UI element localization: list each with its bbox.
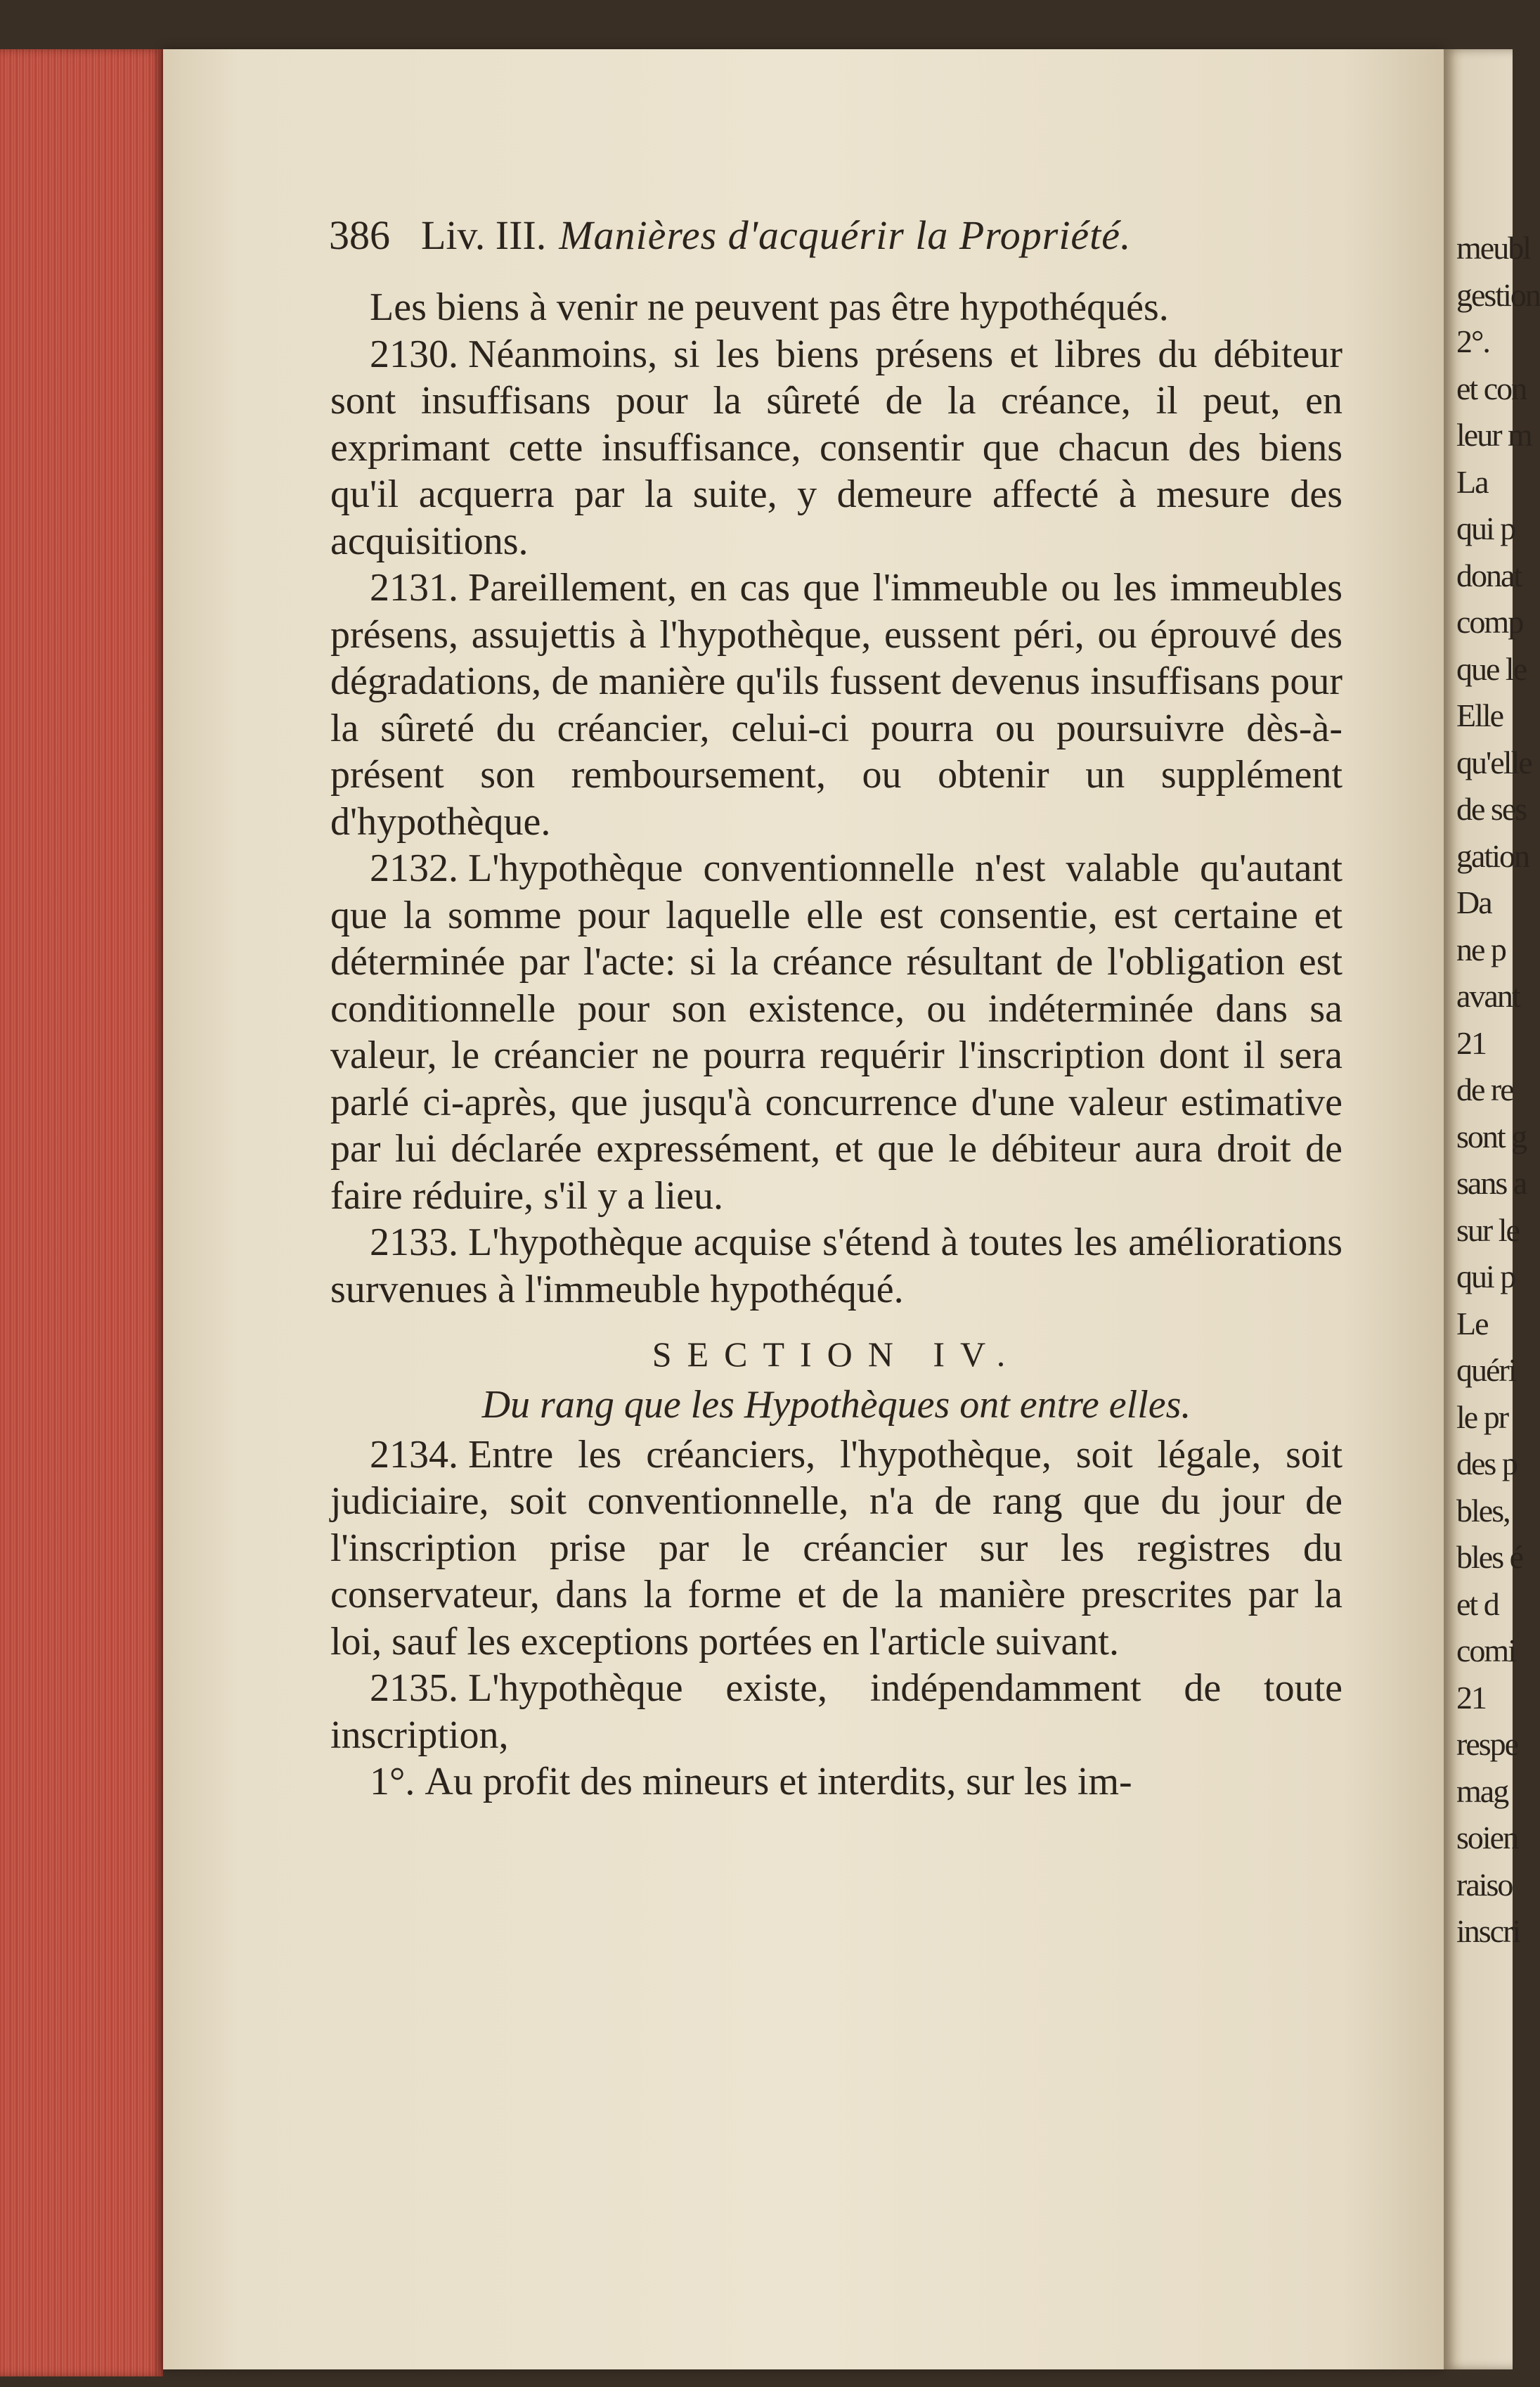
article-number: 2130.: [370, 332, 458, 376]
facing-page-line: raiso: [1456, 1866, 1513, 1903]
article-text: Néanmoins, si les biens présens et libres du débiteur sont insuffisans pour la sûreté de la créance, il peut, en exprimant cette insuffisance, consentir que chacun des biens qu'il acquerra par la suite, y demeure affecté à mesure des acquisitions.: [330, 332, 1342, 563]
facing-page-line: quéri: [1456, 1352, 1516, 1388]
facing-page-line: meubl: [1456, 230, 1530, 266]
facing-page-line: 21: [1456, 1679, 1486, 1716]
facing-page-line: gestion: [1456, 276, 1540, 313]
facing-page-line: et d: [1456, 1585, 1499, 1622]
article-2132: [330, 845, 1342, 1219]
article-number: 2135.: [370, 1666, 458, 1710]
facing-page-line: qu'elle: [1456, 744, 1532, 780]
facing-page-line: comi: [1456, 1633, 1515, 1668]
facing-page-line: bles,: [1456, 1492, 1510, 1529]
running-title: Manières d'acquérir la Propriété.: [559, 212, 1132, 258]
article-number: 1°.: [370, 1760, 415, 1803]
facing-page-line: donat: [1456, 557, 1522, 593]
article-2130: [330, 331, 1342, 565]
facing-page-fragment: [1444, 49, 1540, 2369]
facing-page-line: ne p: [1456, 931, 1506, 967]
facing-page-line: respe: [1456, 1726, 1518, 1762]
facing-page-line: comp: [1456, 604, 1523, 640]
section-subtitle: Du rang que les Hypothèques ont entre elles.: [481, 1383, 1191, 1427]
facing-page-line: avant: [1456, 978, 1520, 1014]
body-text: [330, 284, 1342, 1806]
article-number: 2132.: [370, 847, 458, 890]
section-heading: SECTION IV.: [652, 1334, 1021, 1374]
facing-page-line: bles é: [1456, 1539, 1523, 1575]
facing-page-line: sans a: [1456, 1165, 1527, 1201]
article-number: 2131.: [370, 566, 458, 610]
facing-page-line: le pr: [1456, 1398, 1508, 1435]
article-2135: [330, 1665, 1342, 1758]
facing-page-line: des p: [1456, 1446, 1517, 1481]
facing-page-line: Da: [1456, 884, 1492, 920]
facing-page-line: Le: [1456, 1305, 1488, 1342]
book-page-edges: [0, 49, 163, 2376]
article-text: Entre les créanciers, l'hypothèque, soit légale, soit judiciaire, soit conventionnelle, n'a de rang que du jour de l'inscription prise par le créancier sur les registres du conservateur, dans la forme et de la manière prescrites par la loi, sauf les exceptions portées en l'article suivant.: [330, 1432, 1342, 1664]
facing-page-line: leur m: [1456, 417, 1532, 453]
facing-page-line: La: [1456, 463, 1488, 500]
article-2134: [330, 1431, 1342, 1666]
opening-line: Les biens à venir ne peuvent pas être hypothéqués.: [370, 285, 1169, 329]
facing-page-line: soien: [1456, 1820, 1518, 1855]
article-2135-item-1: [330, 1758, 1342, 1806]
running-head: [329, 212, 1334, 258]
article-text: Au profit des mineurs et interdits, sur les im-: [425, 1760, 1132, 1803]
article-text: Pareillement, en cas que l'immeuble ou les immeubles présens, assujettis à l'hypothèque, eussent péri, ou éprouvé des dégradations, de manière qu'ils fussent devenus insuffisans pour la sûreté du créancier, celui-ci pourra ou poursuivre dès-à-présent son remboursement, ou obtenir un supplément d'hypothèque.: [330, 566, 1342, 844]
book-number: Liv. III.: [421, 212, 547, 258]
article-text: L'hypothèque existe, indépendamment de toute inscription,: [330, 1666, 1342, 1757]
facing-page-line: que le: [1456, 650, 1527, 687]
facing-page-line: mag: [1456, 1772, 1508, 1809]
facing-page-line: et con: [1456, 370, 1527, 406]
facing-page-line: 2°.: [1456, 323, 1489, 359]
article-text: L'hypothèque conventionnelle n'est valable qu'autant que la somme pour laquelle elle est consentie, est certaine et déterminée par l'acte: si la créance résultant de l'obligation est conditionnelle pour son existence, ou indéterminée dans sa valeur, le créancier ne pourra requérir l'inscription dont il sera parlé ci-après, que jusqu'à concurrence d'une valeur estimative par lui déclarée expressément, et que le débiteur aura droit de faire réduire, s'il y a lieu.: [330, 847, 1342, 1218]
facing-page-line: de ses: [1456, 791, 1527, 827]
article-2131: [330, 565, 1342, 845]
article-2133: [330, 1219, 1342, 1313]
facing-page-line: de re: [1456, 1072, 1513, 1107]
facing-page-line: sur le: [1456, 1211, 1519, 1248]
article-number: 2134.: [370, 1432, 458, 1476]
facing-page-line: qui p: [1456, 1259, 1515, 1294]
facing-page-line: 21: [1456, 1024, 1486, 1061]
facing-page-line: qui p: [1456, 510, 1515, 546]
article-number: 2133.: [370, 1221, 458, 1264]
facing-page-line: Elle: [1456, 697, 1503, 733]
article-text: L'hypothèque acquise s'étend à toutes les améliorations survenues à l'immeuble hypothéqué.: [330, 1221, 1342, 1311]
facing-page-line: gation: [1456, 837, 1529, 874]
page-number: 386: [329, 212, 390, 258]
facing-page-line: inscri: [1456, 1913, 1520, 1949]
facing-page-line: sont g: [1456, 1118, 1527, 1154]
